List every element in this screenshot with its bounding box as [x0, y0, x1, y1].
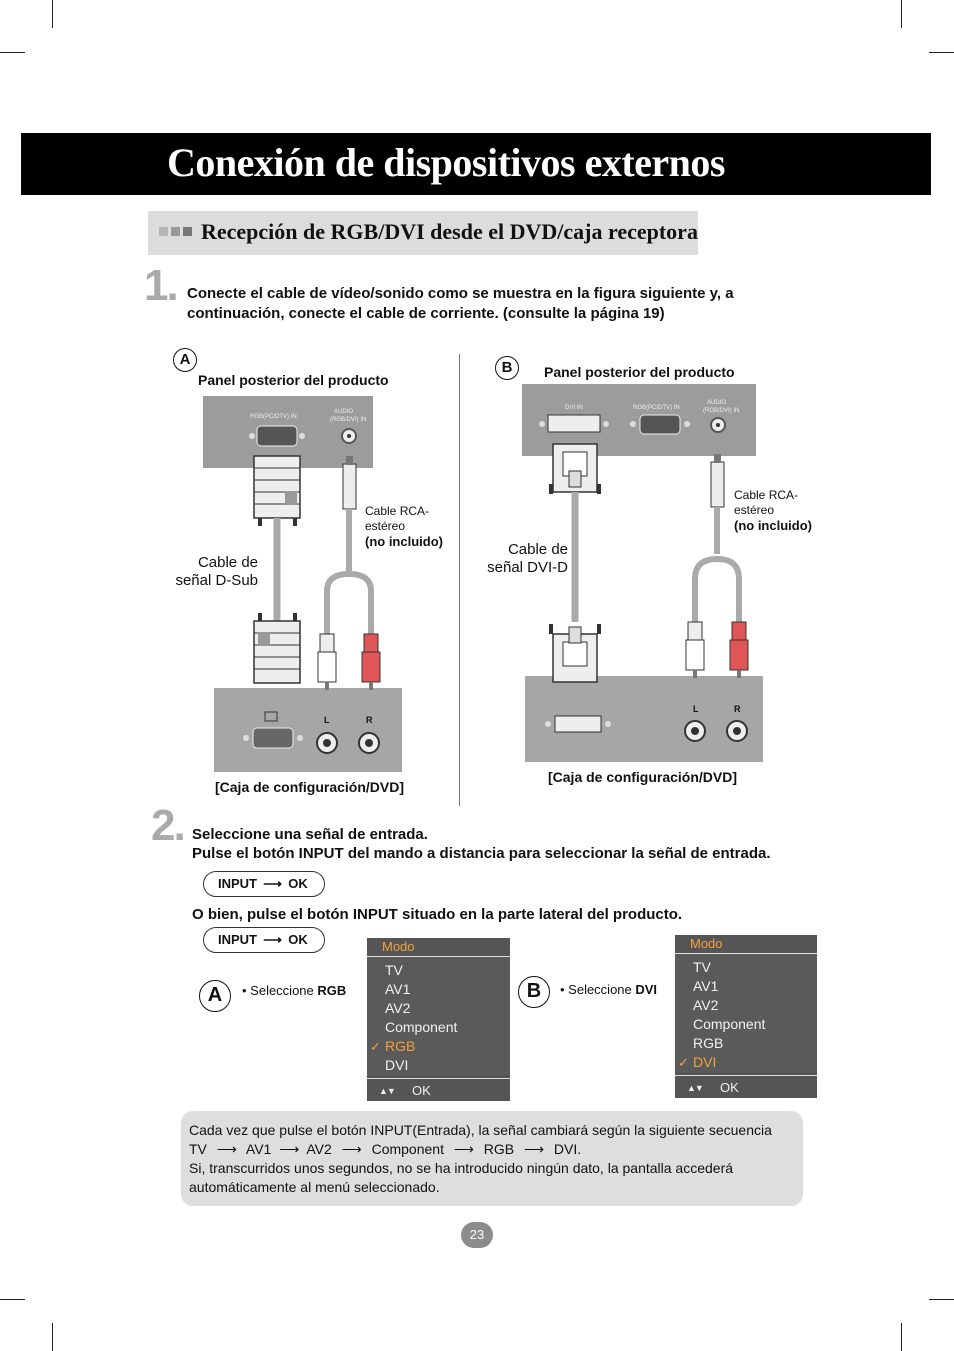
sequence-item: RGB — [483, 1141, 515, 1157]
step-text-line: continuación, conecte el cable de corriente. (consulte la página 19) — [187, 305, 665, 322]
step-number: 2. — [151, 801, 184, 850]
crop-mark — [929, 52, 954, 53]
screw-icon — [249, 433, 255, 439]
diagram-b-graphic — [520, 384, 820, 764]
menu-item-selected[interactable] — [675, 1053, 817, 1072]
menu-item-selected[interactable] — [367, 1037, 510, 1056]
menu-item[interactable] — [367, 1018, 510, 1037]
vga-port-icon — [640, 415, 680, 434]
crop-mark — [0, 52, 25, 53]
menu-item-label: AV2 — [385, 1000, 411, 1016]
check-icon: ✓ — [678, 1055, 689, 1070]
menu-body — [367, 956, 510, 1075]
section-title: Recepción de RGB/DVI desde el DVD/caja receptora — [201, 219, 698, 244]
plug-letter: L — [324, 715, 330, 725]
menu-header: Modo — [367, 938, 510, 956]
menu-item[interactable] — [367, 999, 510, 1018]
arrow-right-icon: ⟶ — [523, 1141, 545, 1157]
sequence-item: Component — [371, 1141, 444, 1157]
menu-item-label: AV2 — [693, 997, 719, 1013]
port-label: AUDIO — [707, 400, 727, 406]
arrow-right-icon: ⟶ — [279, 1141, 300, 1157]
step-text — [192, 825, 812, 863]
step-text-line: O bien, pulse el botón INPUT situado en la parte lateral del producto. — [192, 906, 683, 923]
cable-label-line: Cable de — [197, 554, 258, 571]
menu-item-label: DVI — [385, 1057, 409, 1073]
select-prefix: • Seleccione — [560, 982, 636, 997]
menu-footer — [675, 1075, 817, 1099]
diagram-a-graphic — [160, 396, 460, 776]
arrow-right-icon: ⟶ — [341, 1141, 362, 1157]
title-bar — [21, 133, 931, 195]
rca-label-line: (no incluido) — [365, 534, 443, 549]
cable-label-line: señal DVI-D — [487, 559, 568, 576]
select-instruction — [242, 983, 346, 998]
crop-mark — [901, 0, 902, 28]
menu-footer-label: OK — [720, 1080, 739, 1095]
up-down-arrows-icon: ▲▼ — [379, 1086, 395, 1096]
rca-label-line: estéreo — [734, 503, 775, 517]
plug-letter: L — [693, 704, 699, 714]
rca-label-line: estéreo — [365, 519, 406, 533]
mode-menu — [367, 938, 510, 1101]
port-label: (RGB/DVI) IN — [330, 417, 367, 423]
menu-item[interactable] — [367, 961, 510, 980]
bullet-square-icon — [159, 227, 168, 236]
rca-label-line: (no incluido) — [734, 518, 812, 533]
panel-label: Panel posterior del producto — [544, 364, 735, 380]
crop-mark — [929, 1299, 954, 1300]
option-letter: A — [199, 980, 231, 1012]
rca-label-line: Cable RCA- — [734, 488, 799, 502]
rca-plug-white-icon — [688, 622, 702, 640]
note-sequence — [189, 1140, 795, 1159]
dvi-port-icon — [555, 716, 601, 732]
rca-plug-icon — [343, 464, 356, 509]
step-text-line: Pulse el botón INPUT del mando a distancia para seleccionar la señal de entrada. — [192, 845, 771, 862]
rca-plug-icon — [711, 462, 724, 507]
sequence-item: TV — [189, 1141, 207, 1157]
port-label: AUDIO — [334, 409, 354, 415]
note-box — [181, 1111, 803, 1206]
up-down-arrows-icon: ▲▼ — [687, 1083, 703, 1093]
box-label: [Caja de configuración/DVD] — [215, 779, 405, 795]
menu-item-label: RGB — [693, 1035, 724, 1051]
rca-plug-red-icon — [732, 622, 746, 640]
sequence-item: DVI. — [553, 1141, 582, 1157]
menu-item-label: Component — [385, 1019, 458, 1035]
rca-plug-white-icon — [320, 634, 334, 652]
crop-mark — [901, 1323, 902, 1351]
port-label: (RGB/DVI) IN — [703, 408, 740, 414]
note-line: Cada vez que pulse el botón INPUT(Entrada), la señal cambiará según la siguiente secuencia — [189, 1122, 772, 1138]
menu-item[interactable] — [675, 996, 817, 1015]
step-text — [187, 284, 807, 324]
port-label: RGB(PC/DTV) IN — [633, 405, 680, 411]
select-value: DVI — [635, 982, 658, 997]
vga-port-icon — [257, 426, 297, 446]
input-label: INPUT — [218, 932, 257, 947]
arrow-right-icon: ⟶ — [263, 876, 282, 891]
arrow-right-icon: ⟶ — [216, 1141, 237, 1157]
arrow-right-icon: ⟶ — [453, 1141, 474, 1157]
menu-footer — [367, 1078, 510, 1102]
select-value: RGB — [317, 983, 347, 998]
diagram-letter: A — [173, 348, 197, 372]
bullet-square-icon — [183, 227, 192, 236]
input-ok-pill — [203, 927, 325, 953]
plug-letter: R — [734, 704, 741, 714]
diagram-letter: B — [495, 356, 519, 380]
menu-item[interactable] — [675, 1034, 817, 1053]
cable-label-line: señal D-Sub — [175, 572, 258, 589]
section-header — [148, 211, 698, 255]
menu-item[interactable] — [675, 977, 817, 996]
menu-footer-label: OK — [412, 1083, 431, 1098]
menu-header: Modo — [675, 935, 817, 953]
ok-label: OK — [288, 932, 308, 947]
step-text-line: Conecte el cable de vídeo/sonido como se muestra en la figura siguiente y, a — [187, 285, 734, 302]
panel-label: Panel posterior del producto — [198, 372, 389, 388]
menu-item[interactable] — [367, 1056, 510, 1075]
step-text-line: Seleccione una señal de entrada. — [192, 826, 428, 843]
port-label: DVI IN — [565, 405, 583, 411]
dvi-port-icon — [548, 415, 600, 432]
crop-mark — [0, 1299, 25, 1300]
menu-item-label: AV1 — [693, 978, 719, 994]
menu-item[interactable] — [675, 1015, 817, 1034]
input-label: INPUT — [218, 876, 257, 891]
rca-plug-red-icon — [364, 634, 378, 652]
page-number: 23 — [461, 1222, 493, 1248]
monitor-symbol-icon — [265, 712, 277, 721]
menu-item-label: TV — [385, 962, 403, 978]
page-title: Conexión de dispositivos externos — [167, 140, 725, 185]
port-label: RGB(PC/DTV) IN — [250, 414, 297, 420]
menu-item-label: AV1 — [385, 981, 411, 997]
note-line: automáticamente al menú seleccionado. — [189, 1179, 440, 1195]
ok-label: OK — [288, 876, 308, 891]
arrow-right-icon: ⟶ — [263, 932, 282, 947]
box-label: [Caja de configuración/DVD] — [548, 769, 738, 785]
screw-icon — [299, 433, 305, 439]
step-number: 1. — [144, 261, 177, 310]
vga-port-icon — [253, 728, 293, 748]
vga-plug-icon — [254, 621, 300, 683]
sequence-item: AV1 — [245, 1141, 272, 1157]
plug-letter: R — [366, 715, 373, 725]
menu-item-label: Component — [693, 1016, 766, 1032]
menu-item-label: DVI — [693, 1054, 717, 1070]
menu-item[interactable] — [367, 980, 510, 999]
vga-plug-icon — [254, 456, 300, 518]
crop-mark — [52, 1323, 53, 1351]
crop-mark — [52, 0, 53, 28]
cable-label-line: Cable de — [507, 541, 568, 558]
menu-item-label: RGB — [385, 1038, 416, 1054]
mode-menu — [675, 935, 817, 1098]
select-prefix: • Seleccione — [242, 983, 318, 998]
menu-item[interactable] — [675, 958, 817, 977]
rca-label-line: Cable RCA- — [365, 504, 430, 518]
check-icon: ✓ — [370, 1039, 381, 1054]
bullet-square-icon — [171, 227, 180, 236]
sequence-item: AV2 — [306, 1141, 332, 1157]
note-line: Si, transcurridos unos segundos, no se ha introducido ningún dato, la pantalla accederá — [189, 1160, 734, 1176]
select-instruction — [560, 982, 657, 997]
input-ok-pill — [203, 871, 325, 897]
menu-item-label: TV — [693, 959, 711, 975]
option-letter: B — [518, 976, 550, 1008]
menu-body — [675, 953, 817, 1072]
